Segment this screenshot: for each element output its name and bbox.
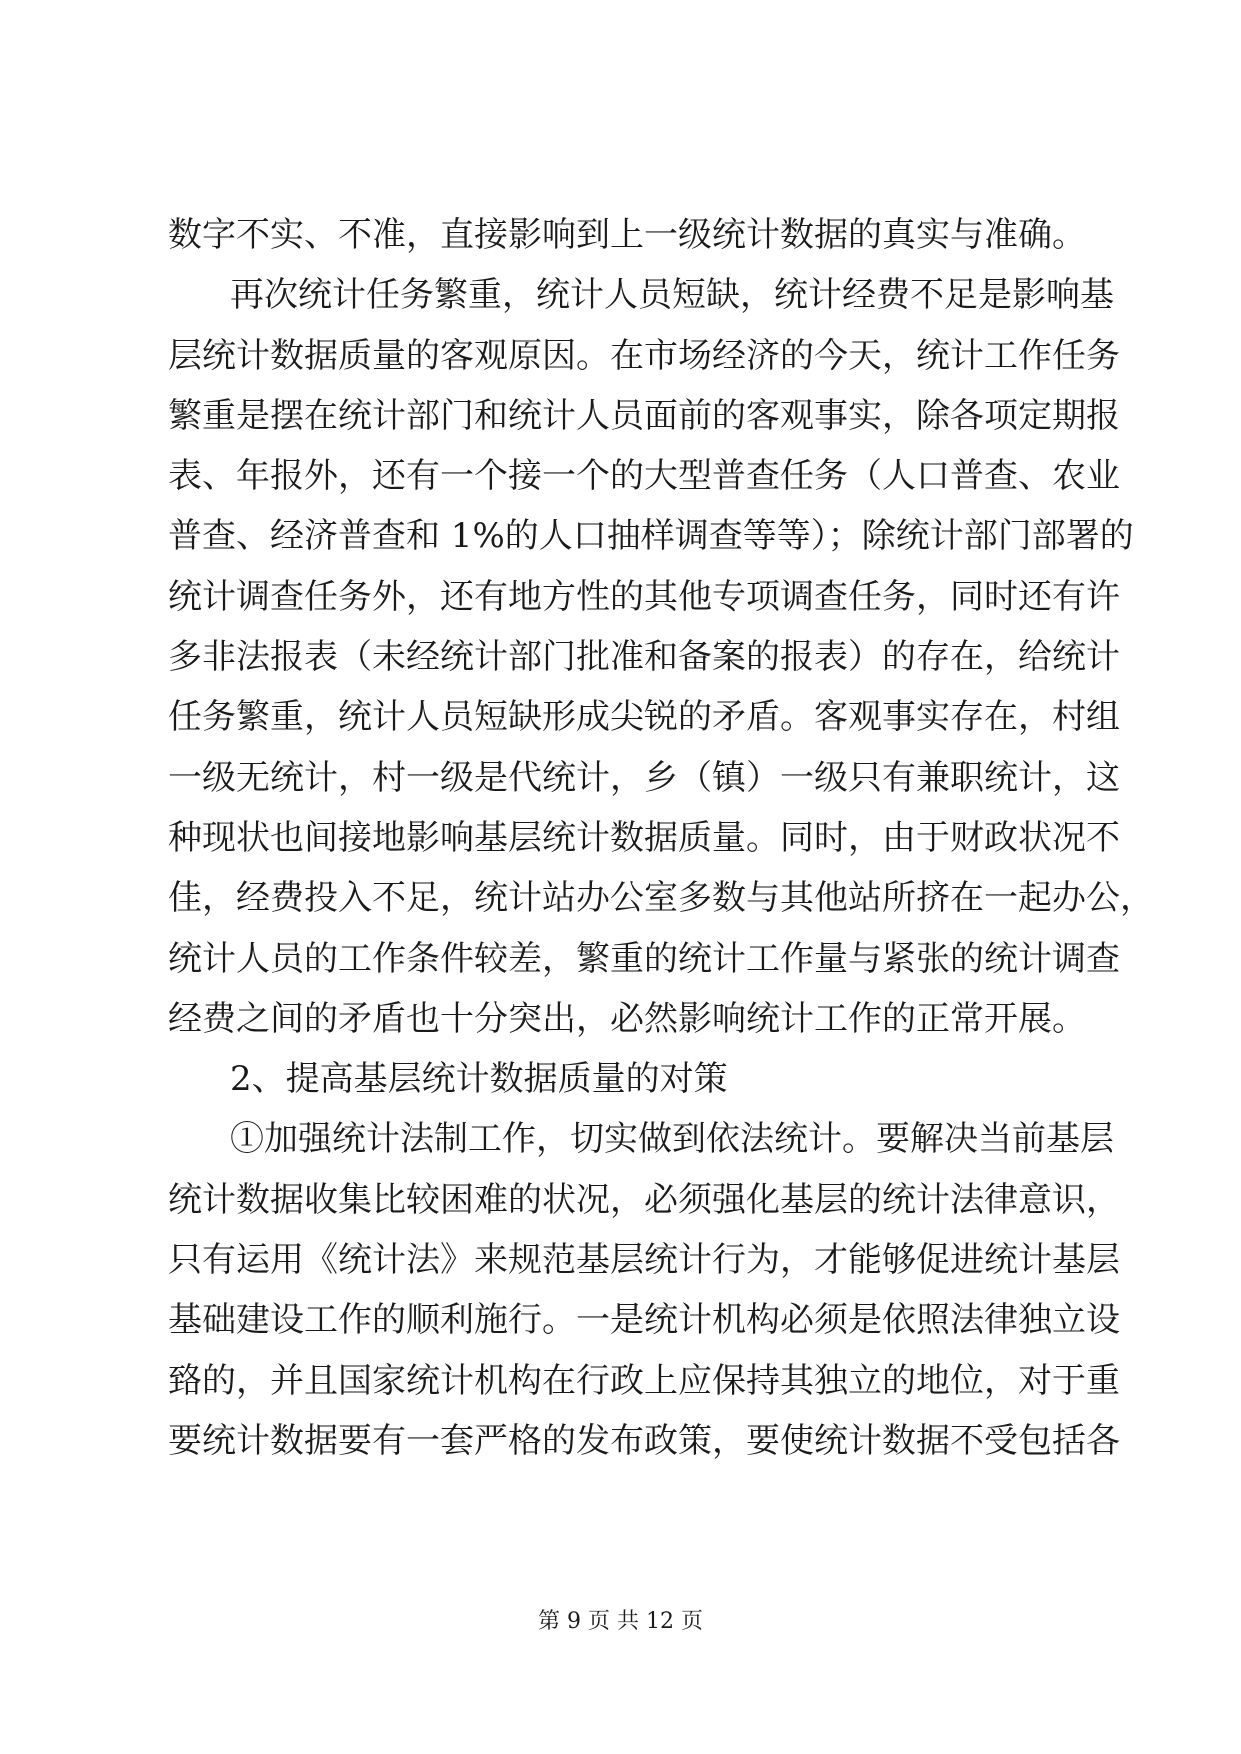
text-line: 佳，经费投入不足，统计站办公室多数与其他站所挤在一起办公， [168,878,1154,919]
text-line: 统计数据收集比较困难的状况，必须强化基层的统计法律意识， [168,1179,1120,1220]
text-line: 基础建设工作的顺利施行。一是统计机构必须是依照法律独立设 [168,1300,1120,1341]
text-line: 任务繁重，统计人员短缺形成尖锐的矛盾。客观事实存在，村组 [168,697,1120,738]
text-line: 要统计数据要有一套严格的发布政策，要使统计数据不受包括各 [168,1420,1120,1461]
text-line: 数字不实、不准，直接影响到上一级统计数据的真实与准确。 [168,215,1086,255]
paragraph-start-line: ①加强统计法制工作，切实做到依法统计。要解决当前基层 [230,1119,1114,1160]
section-heading: 2、提高基层统计数据质量的对策 [230,1059,728,1100]
text-line: 多非法报表（未经统计部门批准和备案的报表）的存在，给统计 [168,637,1120,678]
text-line: 臵的，并且国家统计机构在行政上应保持其独立的地位，对于重 [168,1360,1120,1401]
text-line: 统计调查任务外，还有地方性的其他专项调查任务，同时还有许 [168,576,1120,617]
text-line: 层统计数据质量的客观原因。在市场经济的今天，统计工作任务 [168,335,1120,376]
text-line: 经费之间的矛盾也十分突出，必然影响统计工作的正常开展。 [168,998,1086,1039]
text-line: 普查、经济普查和 1%的人口抽样调查等等）；除统计部门部署的 [168,516,1134,557]
text-line: 一级无统计，村一级是代统计，乡（镇）一级只有兼职统计，这 [168,757,1120,798]
document-body [168,205,1154,1471]
page-footer: 第 9 页 共 12 页 [538,1609,703,1634]
text-line: 只有运用《统计法》来规范基层统计行为，才能够促进统计基层 [168,1240,1120,1281]
text-line: 统计人员的工作条件较差，繁重的统计工作量与紧张的统计调查 [168,938,1120,979]
text-line: 表、年报外，还有一个接一个的大型普查任务（人口普查、农业 [168,456,1120,497]
text-line: 种现状也间接地影响基层统计数据质量。同时，由于财政状况不 [168,817,1120,858]
paragraph-start-line: 再次统计任务繁重，统计人员短缺，统计经费不足是影响基 [230,275,1114,316]
text-line: 繁重是摆在统计部门和统计人员面前的客观事实，除各项定期报 [168,395,1120,436]
